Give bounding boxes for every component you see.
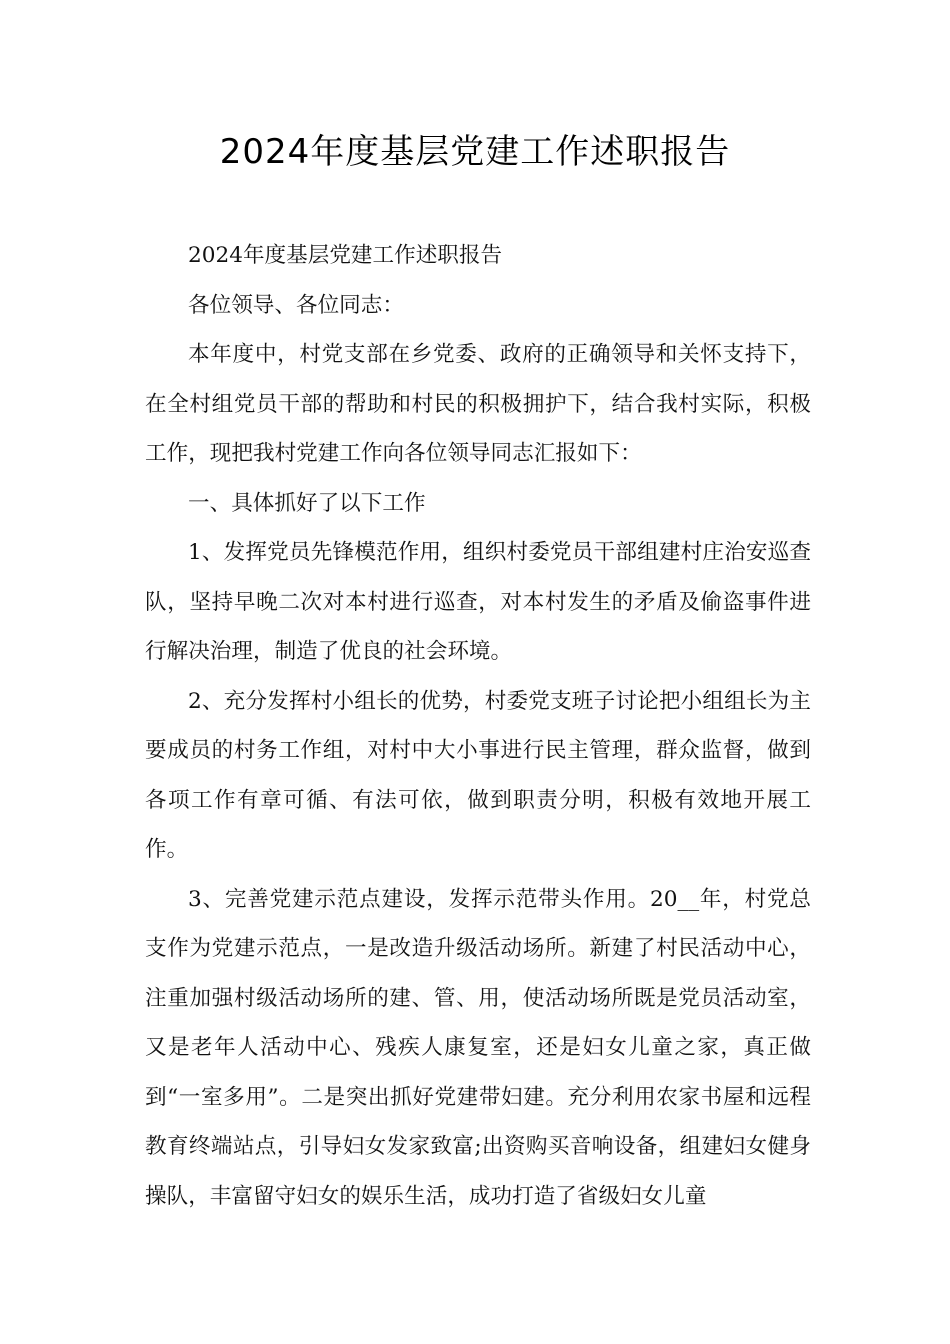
item-2-paragraph: 2、充分发挥村小组长的优势，村委党支班子讨论把小组组长为主要成员的村务工作组，对村中大小事进行民主管理，群众监督，做到各项工作有章可循、有法可依，做到职责分明，积极有效地开展工作。 (145, 688, 811, 862)
document-body (145, 231, 811, 1221)
intro-paragraph: 本年度中，村党支部在乡党委、政府的正确领导和关怀支持下，在全村组党员干部的帮助和村民的积极拥护下，结合我村实际，积极工作，现把我村党建工作向各位领导同志汇报如下： (145, 342, 811, 466)
document-title: 2024年度基层党建工作述职报告 (219, 132, 731, 172)
salutation-paragraph: 各位领导、各位同志： (188, 292, 404, 318)
item-1-paragraph: 1、发挥党员先锋模范作用，组织村委党员干部组建村庄治安巡查队，坚持早晚二次对本村进行巡查，对本村发生的矛盾及偷盗事件进行解决治理，制造了优良的社会环境。 (145, 540, 811, 664)
section-heading: 一、具体抓好了以下工作 (188, 490, 426, 516)
item-3-paragraph: 3、完善党建示范点建设，发挥示范带头作用。20__年，村党总支作为党建示范点，一是改造升级活动场所。新建了村民活动中心，注重加强村级活动场所的建、管、用，使活动场所既是党员活动室，又是老年人活动中心、残疾人康复室，还是妇女儿童之家，真正做到“一室多用”。二是突出抓好党建带妇建。充分利用农家书屋和远程教育终端站点，引导妇女发家致富;出资购买音响设备，组建妇女健身操队，丰富留守妇女的娱乐生活，成功打造了省级妇女儿童 (145, 886, 811, 1209)
body-heading-paragraph: 2024年度基层党建工作述职报告 (188, 243, 503, 268)
